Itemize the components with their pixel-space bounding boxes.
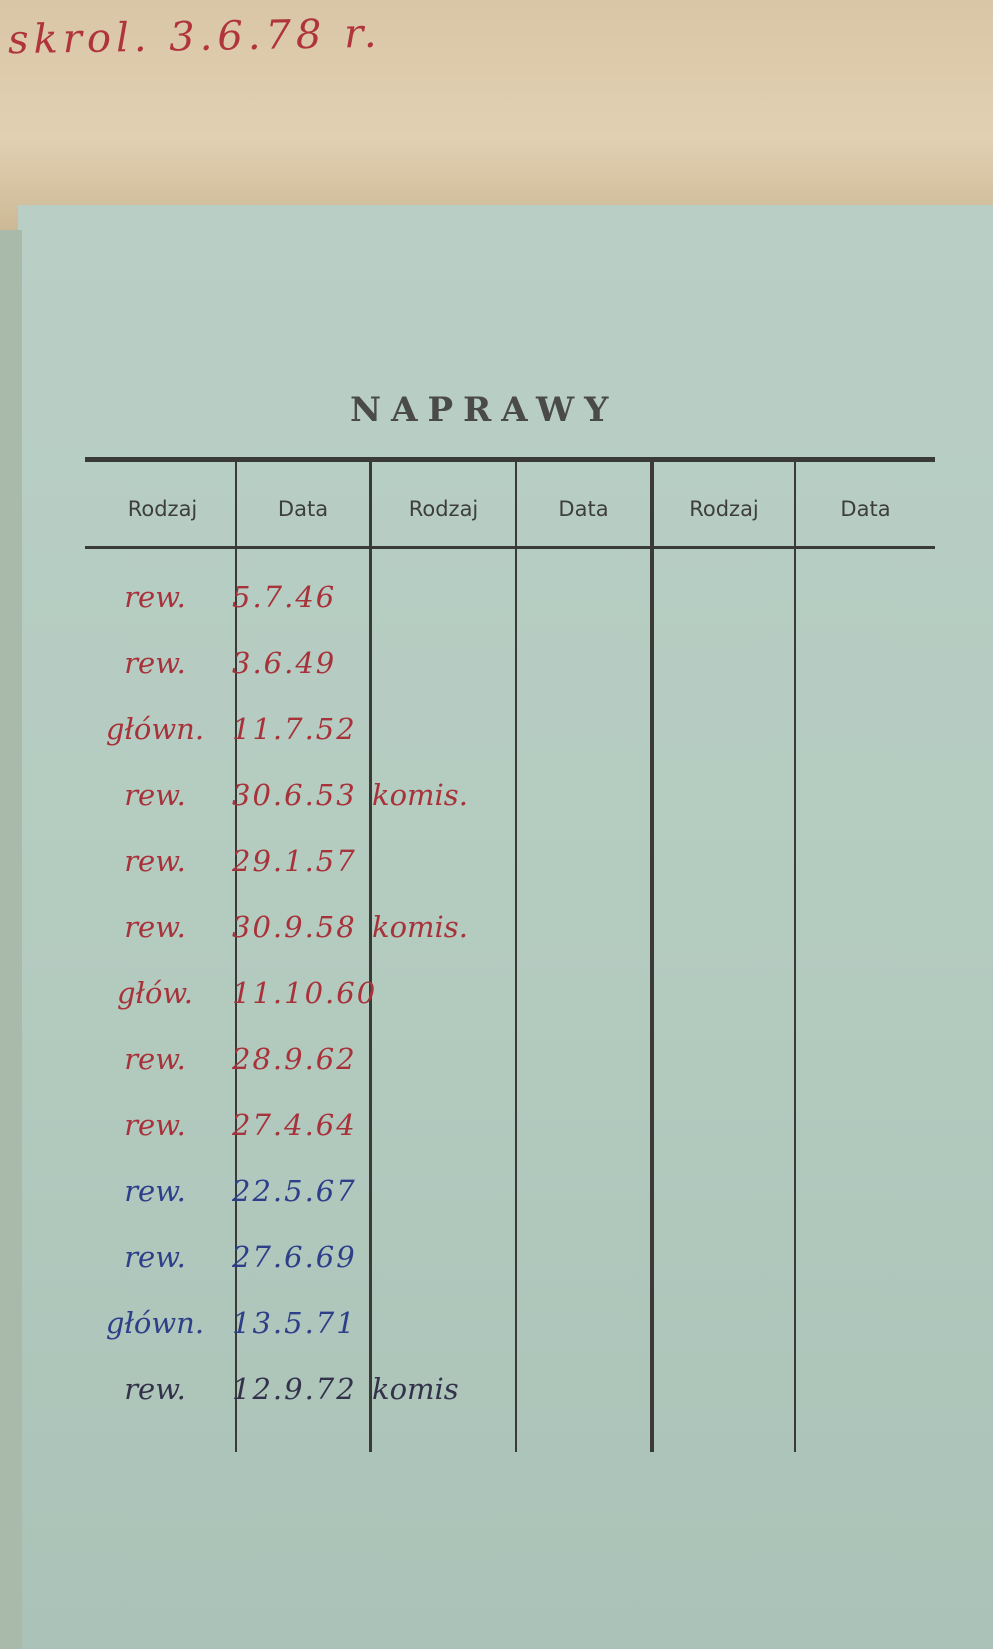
repair-kind: rew.: [124, 646, 186, 680]
table-header-rule: [85, 546, 935, 549]
top-flap: [0, 0, 993, 230]
page-title: NAPRAWY: [350, 390, 619, 430]
repair-kind: rew.: [124, 844, 186, 878]
column-header-date: Data: [277, 497, 329, 521]
repair-kind: rew.: [124, 1240, 186, 1274]
repair-date: 30.6.53: [232, 778, 357, 812]
repair-kind: rew.: [124, 580, 186, 614]
repair-date: 13.5.71: [232, 1306, 357, 1340]
repair-date: 11.7.52: [232, 712, 357, 746]
table-row: [0, 976, 993, 1036]
column-header-kind: Rodzaj: [689, 497, 759, 521]
table-row: [0, 712, 993, 772]
column-header-kind: Rodzaj: [127, 497, 198, 521]
repair-kind: rew.: [124, 778, 186, 812]
repair-date: 12.9.72: [232, 1372, 357, 1406]
table-row: [0, 1174, 993, 1234]
repair-date: 28.9.62: [232, 1042, 357, 1076]
table-row: [0, 844, 993, 904]
table-row: [0, 910, 993, 970]
table-row: [0, 1306, 993, 1366]
repair-kind: rew.: [124, 1174, 186, 1208]
repair-note: komis.: [372, 778, 468, 812]
repair-kind: rew.: [124, 910, 186, 944]
table-row: [0, 1372, 993, 1432]
repair-date: 22.5.67: [232, 1174, 357, 1208]
repair-kind: rew.: [124, 1108, 186, 1142]
column-header-date: Data: [840, 497, 891, 521]
repair-kind: rew.: [124, 1042, 186, 1076]
repair-date: 5.7.46: [232, 580, 337, 614]
header-note: skrol. 3.6.78 r.: [7, 10, 382, 64]
table-top-rule: [85, 457, 935, 462]
repair-date: 11.10.60: [232, 976, 378, 1010]
table-row: [0, 1240, 993, 1300]
repair-date: 27.4.64: [232, 1108, 357, 1142]
table-row: [0, 778, 993, 838]
repair-kind: główn.: [105, 1306, 205, 1340]
repair-date: 30.9.58: [232, 910, 357, 944]
repair-kind: rew.: [124, 1372, 186, 1406]
table-row: [0, 646, 993, 706]
repair-kind: główn.: [105, 712, 205, 746]
repair-note: komis: [372, 1372, 459, 1406]
table-row: [0, 580, 993, 640]
repair-note: komis.: [372, 910, 468, 944]
repair-date: 29.1.57: [232, 844, 357, 878]
repair-date: 27.6.69: [232, 1240, 357, 1274]
column-header-kind: Rodzaj: [408, 497, 479, 521]
table-row: [0, 1108, 993, 1168]
column-header-date: Data: [558, 497, 609, 521]
repair-date: 3.6.49: [232, 646, 337, 680]
table-row: [0, 1042, 993, 1102]
repair-kind: głów.: [116, 976, 194, 1010]
